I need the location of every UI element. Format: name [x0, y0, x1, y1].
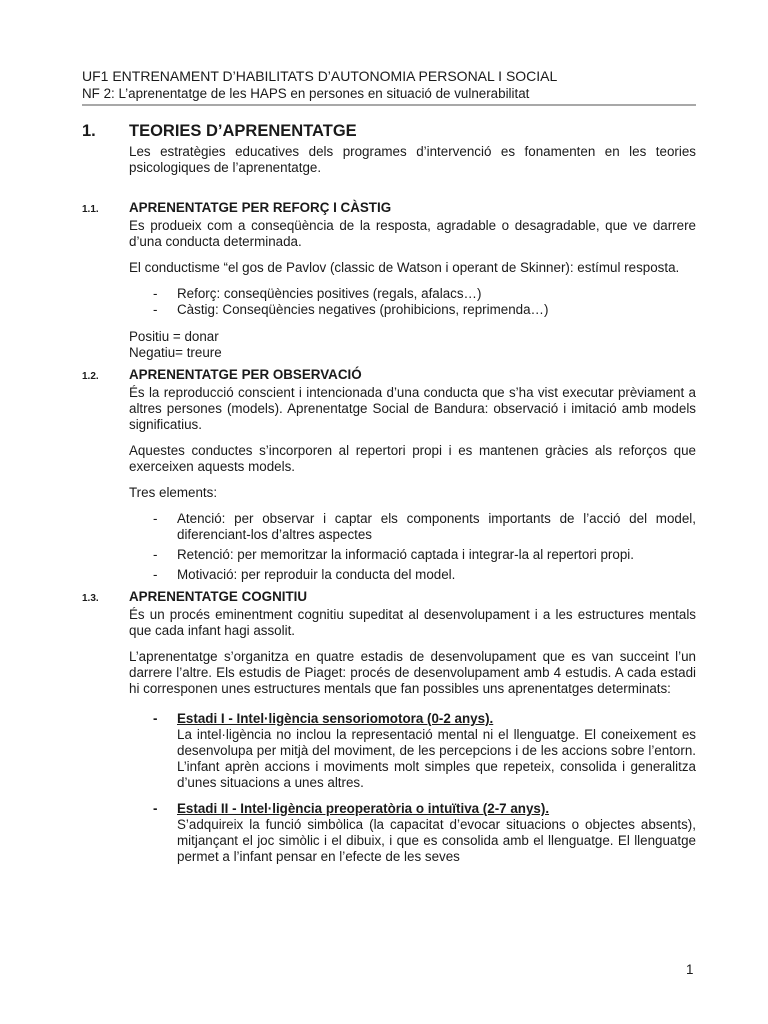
subsection-1-2-heading	[82, 367, 696, 385]
stage-description: S’adquireix la funció simbòlica (la capacitat d’evocar situacions o objectes absents), mitjançant el joc simòlic i el dibuix, i que es consolida amb el llenguatge. El llenguatge permet a l’infant pensar en l’efecte de les seves	[177, 817, 696, 864]
list-item	[129, 547, 696, 563]
bullet-dash: -	[153, 711, 158, 726]
paragraph: Es produeix com a conseqüència de la resposta, agradable o desagradable, que ve darrere d’una conducta determinada.	[129, 218, 696, 249]
bullet-list	[82, 511, 696, 583]
paragraph: L’aprenentatge s’organitza en quatre estadis de desenvolupament que es van succeint l’un darrere l’altre. Els estudis de Piaget: procés de desenvolupament amb 4 estudis. A cada estadi hi corresponen unes estructures mentals que fan possibles uns aprenentatges determinats:	[129, 649, 696, 696]
header-unit-title: NF 2: L’aprenentatge de les HAPS en persones en situació de vulnerabilitat	[82, 86, 530, 101]
paragraph: Positiu = donar	[129, 329, 219, 344]
subsection-1-1-heading	[82, 200, 696, 218]
subsection-title: APRENENTATGE PER OBSERVACIÓ	[129, 367, 362, 382]
bullet-dash: -	[153, 286, 158, 301]
paragraph: Aquestes conductes s’incorporen al repertori propi i es mantenen gràcies als reforços que exerceixen aquests models.	[129, 443, 696, 474]
list-item	[129, 567, 696, 583]
page-number: 1	[686, 962, 694, 977]
section-number: 1.	[82, 122, 96, 140]
list-item	[129, 286, 696, 302]
page-content	[82, 121, 696, 865]
bullet-list	[82, 286, 696, 318]
section-title: TEORIES D’APRENENTATGE	[129, 122, 357, 140]
page-header	[82, 67, 696, 102]
subsection-title: APRENENTATGE COGNITIU	[129, 589, 308, 604]
bullet-dash: -	[153, 567, 158, 582]
header-divider	[82, 104, 696, 106]
bullet-dash: -	[153, 511, 158, 526]
subsection-title: APRENENTATGE PER REFORÇ I CÀSTIG	[129, 200, 392, 215]
stage-description: La intel·ligència no inclou la representació mental ni el llenguatge. El coneixement es desenvolupa per mitjà del moviment, de les percepcions i de les accions sobre l’entorn. L’infant aprèn accions i moviments molt simples que repeteix, consolida i generalitza d’unes situacions a unes altres.	[177, 727, 696, 790]
subsection-1-3-heading	[82, 589, 696, 607]
list-item-text: Atenció: per observar i captar els components importants de l’acció del model, diferenciant-los d’altres aspectes	[177, 511, 696, 542]
bullet-dash: -	[153, 547, 158, 562]
subsection-number: 1.2.	[82, 371, 99, 382]
list-item-text: Càstig: Conseqüències negatives (prohibicions, reprimenda…)	[177, 302, 549, 317]
subsection-number: 1.3.	[82, 593, 99, 604]
stage-title: Estadi I - Intel·ligència sensoriomotora (0-2 anys).	[177, 711, 494, 726]
stage-item	[129, 801, 696, 865]
stage-item	[129, 711, 696, 791]
list-item	[129, 302, 696, 318]
list-item-text: Reforç: conseqüències positives (regals, afalacs…)	[177, 286, 482, 301]
list-item-text: Retenció: per memoritzar la informació captada i integrar-la al repertori propi.	[177, 547, 634, 562]
paragraph: Negatiu= treure	[129, 345, 222, 360]
list-item	[129, 511, 696, 543]
section-1-heading	[82, 121, 696, 141]
bullet-dash: -	[153, 302, 158, 317]
paragraph: El conductisme “el gos de Pavlov (classic de Watson i operant de Skinner): estímul resposta.	[129, 260, 680, 275]
section-1-intro: Les estratègies educatives dels programes d’intervenció es fonamenten en les teories psicologiques de l’aprenentatge.	[129, 144, 696, 175]
stage-heading	[129, 711, 696, 727]
bullet-dash: -	[153, 801, 158, 816]
paragraph: És un procés eminentment cognitiu supeditat al desenvolupament i a les estructures mentals que cada infant hagi assolit.	[129, 607, 696, 638]
paragraph: Tres elements:	[129, 485, 218, 500]
paragraph: És la reproducció conscient i intencionada d’una conducta que s’ha vist executar prèviament a altres persones (models). Aprenentatge Social de Bandura: observació i imitació amb models significatius.	[129, 385, 696, 432]
header-course-title: UF1 ENTRENAMENT D’HABILITATS D’AUTONOMIA PERSONAL I SOCIAL	[82, 68, 558, 84]
stage-heading	[129, 801, 696, 817]
list-item-text: Motivació: per reproduir la conducta del model.	[177, 567, 456, 582]
subsection-number: 1.1.	[82, 204, 99, 215]
stage-title: Estadi II - Intel·ligència preoperatòria o intuïtiva (2-7 anys).	[177, 801, 550, 816]
